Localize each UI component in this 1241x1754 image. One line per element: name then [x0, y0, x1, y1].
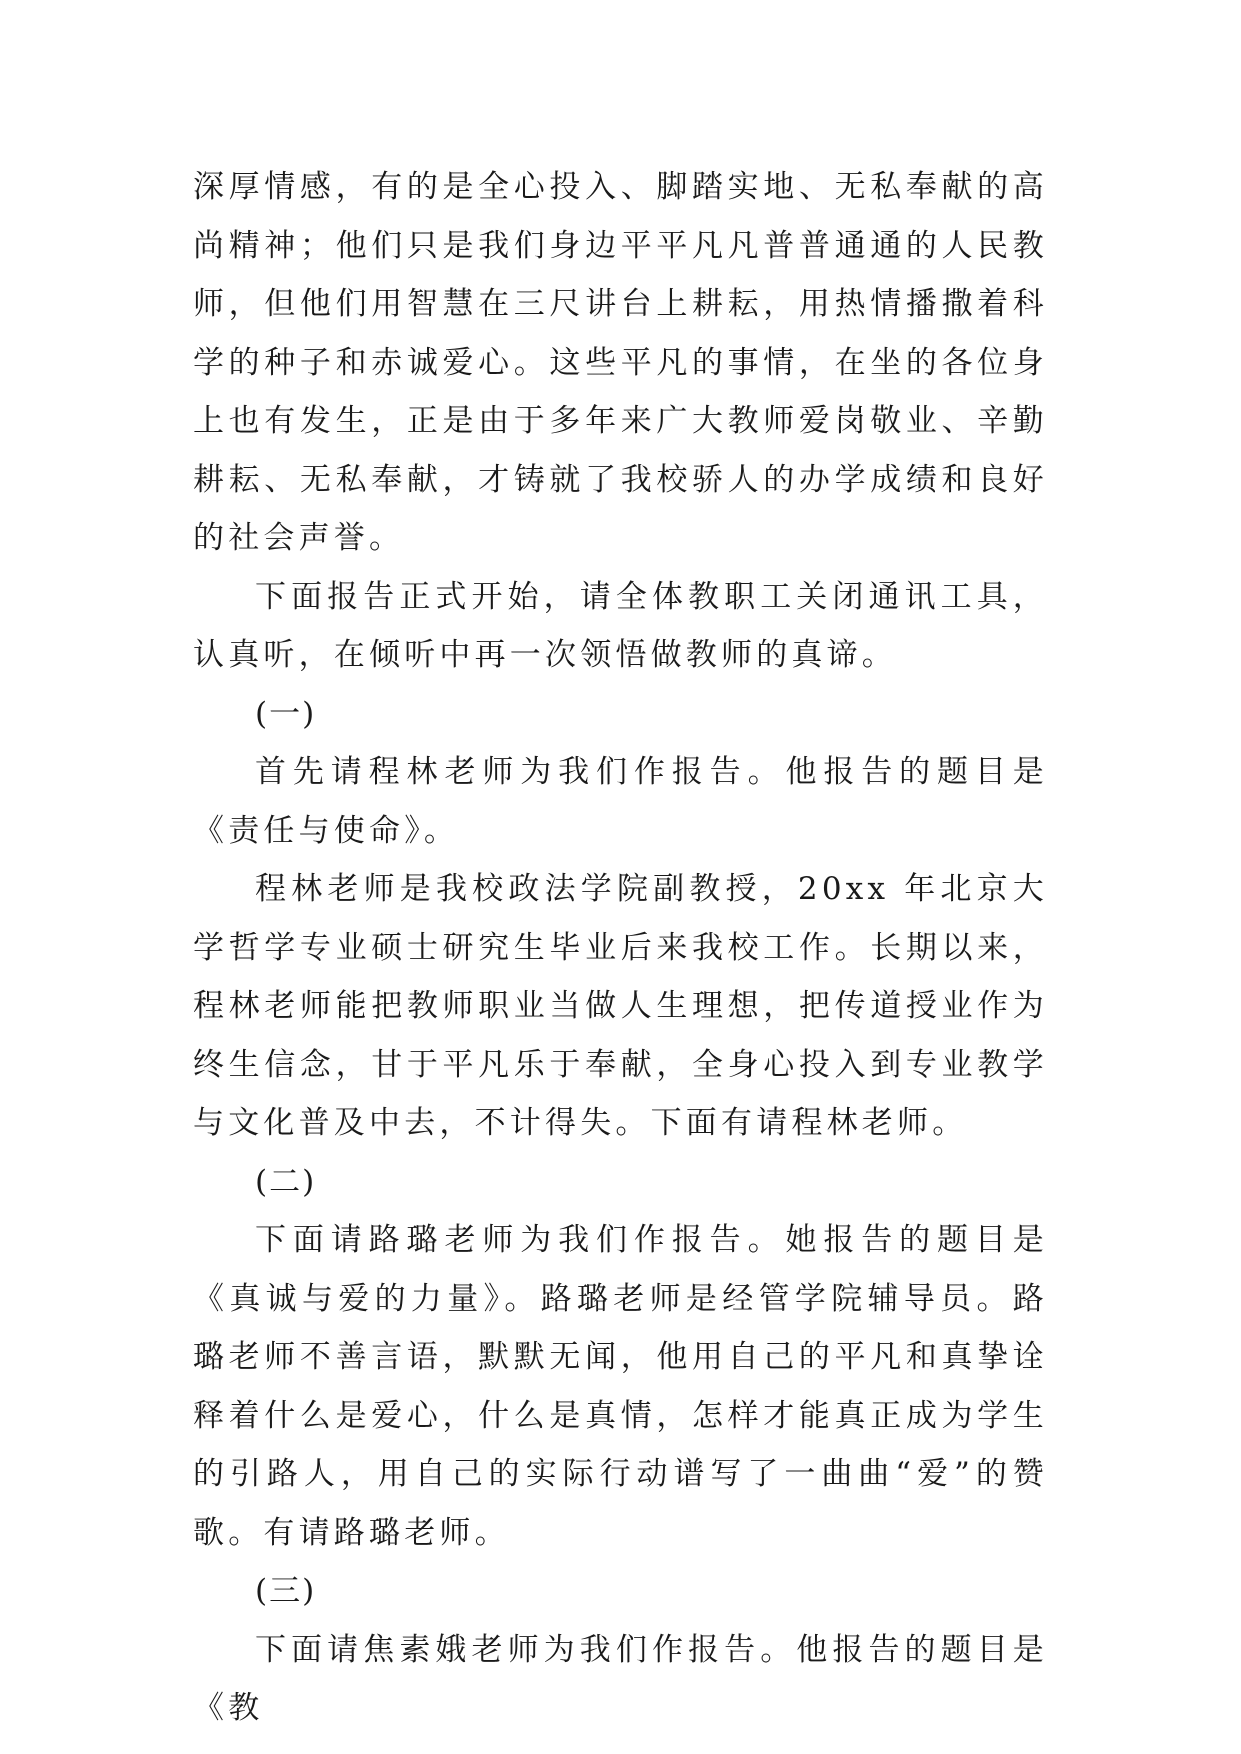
section-number-1: (一)	[255, 695, 317, 732]
document-body	[193, 158, 1048, 1738]
paragraph-first-speaker-bio: 程林老师是我校政法学院副教授，20xx 年北京大学哲学专业硕士研究生毕业后来我校工作。长期以来，程林老师能把教师职业当做人生理想，把传道授业作为终生信念，甘于平凡乐于奉献，全身心投入到专业教学与文化普及中去，不计得失。下面有请程林老师。	[193, 871, 1048, 1141]
section-number-2: (二)	[255, 1163, 317, 1200]
paragraph-continuation: 深厚情感，有的是全心投入、脚踏实地、无私奉献的高尚精神；他们只是我们身边平平凡凡普普通通的人民教师，但他们用智慧在三尺讲台上耕耘，用热情播撒着科学的种子和赤诚爱心。这些平凡的事情，在坐的各位身上也有发生，正是由于多年来广大教师爱岗敬业、辛勤耕耘、无私奉献，才铸就了我校骄人的办学成绩和良好的社会声誉。	[193, 169, 1048, 556]
paragraph-second-report: 下面请路璐老师为我们作报告。她报告的题目是《真诚与爱的力量》。路璐老师是经管学院辅导员。路璐老师不善言语，默默无闻，他用自己的平凡和真挚诠释着什么是爱心，什么是真情，怎样才能真正成为学生的引路人，用自己的实际行动谱写了一曲曲“爱”的赞歌。有请路璐老师。	[193, 1222, 1048, 1551]
paragraph-third-report-intro: 下面请焦素娥老师为我们作报告。他报告的题目是《教	[193, 1631, 1048, 1726]
paragraph-opening-announcement: 下面报告正式开始，请全体教职工关闭通讯工具，认真听，在倾听中再一次领悟做教师的真谛。	[193, 578, 1048, 673]
paragraph-first-report-intro: 首先请程林老师为我们作报告。他报告的题目是《责任与使命》。	[193, 754, 1048, 849]
section-number-3: (三)	[255, 1573, 317, 1609]
